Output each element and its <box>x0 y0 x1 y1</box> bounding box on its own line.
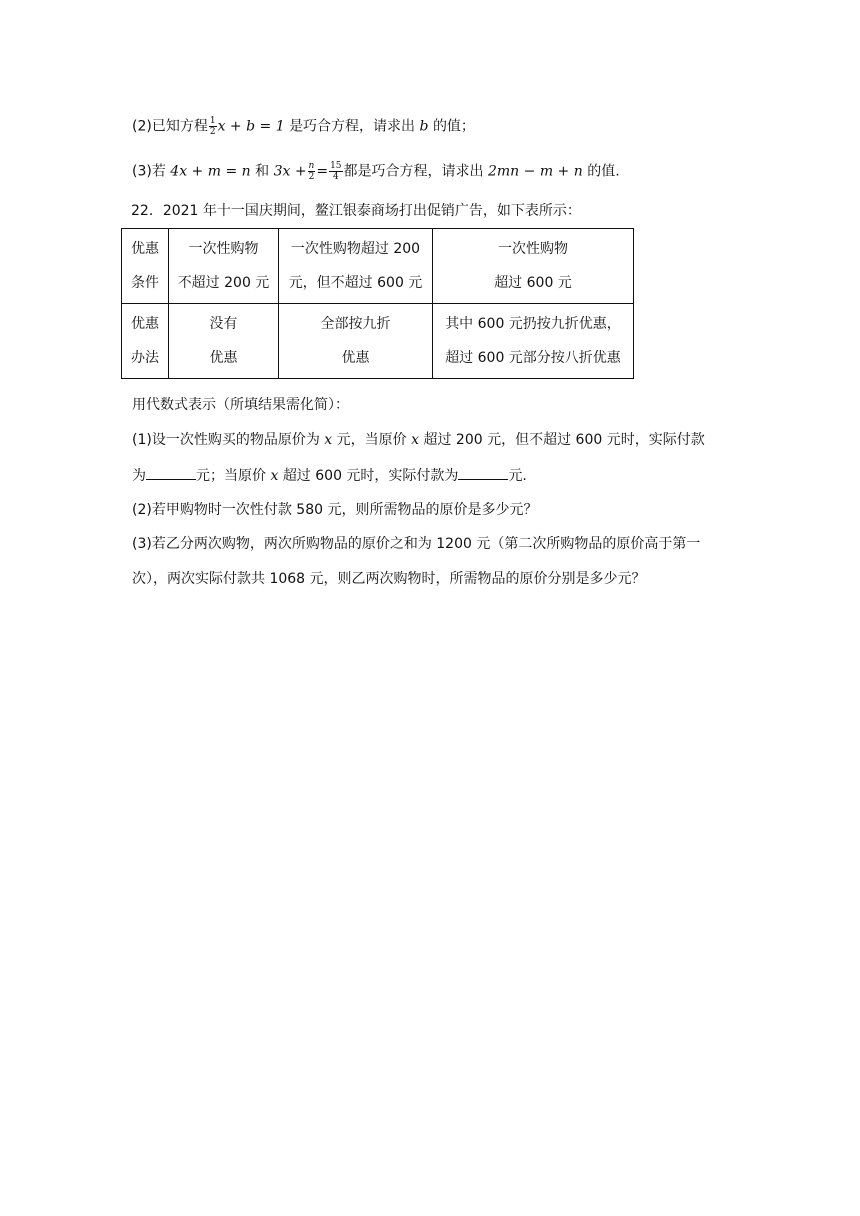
q22-note: 用代数式表示（所填结果需化简）： <box>132 397 349 413</box>
q21-part3-and: 和 <box>255 163 270 180</box>
answer-blank-1[interactable] <box>146 465 196 480</box>
target-expression: 2mn − m + n <box>487 163 583 180</box>
q22-part3-line1: (3)若乙分两次购物，两次所购物品的原价之和为 1200 元（第二次所购物品的原价高于第一 <box>132 536 701 552</box>
q22-intro: 22．2021 年十一国庆期间，鳌江银泰商场打出促销广告，如下表所示： <box>131 203 581 219</box>
table-cell: 其中 600 元扔按九折优惠， 超过 600 元部分按八折优惠 <box>433 304 634 379</box>
q22-part3-line2: 次），两次实际付款共 1068 元，则乙两次购物时，所需物品的原价分别是多少元？ <box>132 571 646 587</box>
q21-part3 <box>132 161 620 182</box>
q21-part3-text: 都是巧合方程，请求出 <box>343 163 484 180</box>
var-x: x <box>270 468 279 484</box>
q21-part2 <box>132 116 475 137</box>
var-b: b <box>419 118 429 135</box>
q21-part2-suffix: 的值； <box>432 118 475 135</box>
answer-blank-2[interactable] <box>458 465 508 480</box>
table-cell: 一次性购物 不超过 200 元 <box>169 229 279 304</box>
fraction-n-over-2: $\frac{n}{2}$ <box>308 161 315 182</box>
table-header-conditions: 优惠 条件 <box>122 229 169 304</box>
fraction-one-half: $\frac{1}{2}$ <box>209 116 216 137</box>
table-header-methods: 优惠 办法 <box>122 304 169 379</box>
q22-part1-line2: 为 元；当原价 x 超过 600 元时，实际付款为 元. <box>132 465 527 486</box>
q22-part1-line1: (1)设一次性购买的物品原价为 x 元，当原价 x 超过 200 元，但不超过 600 元时，实际付款 <box>132 432 705 448</box>
q21-part3-prefix: (3)若 <box>132 163 166 180</box>
table-row-methods <box>122 304 634 379</box>
table-row-conditions <box>122 229 634 304</box>
table-cell: 一次性购物超过 200 元，但不超过 600 元 <box>279 229 433 304</box>
equation-1: 4x + m = n <box>170 163 251 180</box>
q22-part2: (2)若甲购物时一次性付款 580 元，则所需物品的原价是多少元？ <box>132 502 538 518</box>
table-cell: 没有 优惠 <box>169 304 279 379</box>
table-cell: 一次性购物 超过 600 元 <box>433 229 634 304</box>
var-x: x <box>411 432 420 448</box>
equals-sign: = <box>316 163 329 180</box>
q21-part2-equation: x + b = 1 <box>217 118 285 135</box>
var-x: x <box>324 432 333 448</box>
q21-part2-prefix: (2)已知方程 <box>132 118 208 135</box>
q21-part3-suffix: 的值. <box>587 163 620 180</box>
fraction-15-over-4: $\frac{15}{4}$ <box>330 161 342 182</box>
promotion-table <box>121 228 634 379</box>
equation-2-left: 3x + <box>273 163 307 180</box>
q21-part2-text: 是巧合方程，请求出 <box>289 118 416 135</box>
table-cell: 全部按九折 优惠 <box>279 304 433 379</box>
